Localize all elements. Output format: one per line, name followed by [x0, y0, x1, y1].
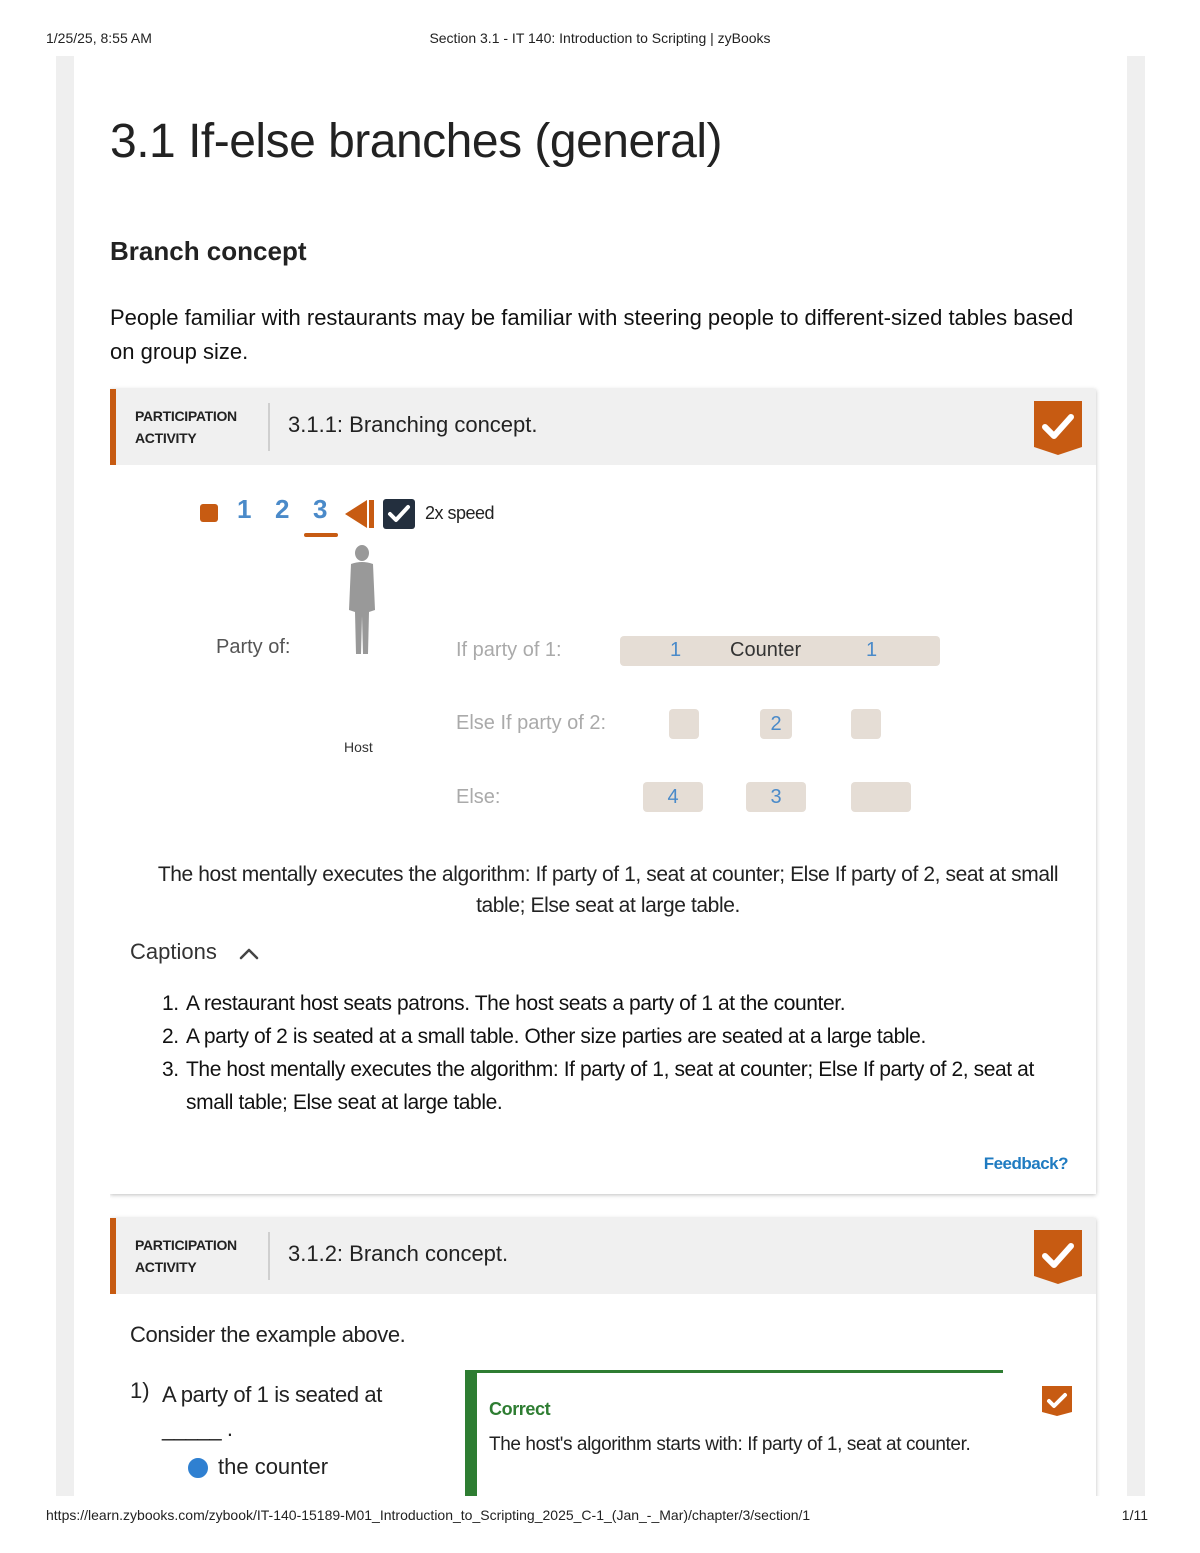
print-header [0, 30, 1200, 50]
checkmark-icon [383, 499, 415, 529]
question-number: 1) [130, 1378, 150, 1403]
caption-item: 3. The host mentally executes the algorithm: If party of 1, seat at counter; Else If party of 2, seat at small table; Else seat at large table. [162, 1058, 1034, 1114]
party-of-label: Party of: [216, 636, 291, 658]
animation-controls [200, 489, 600, 539]
subheading: Branch concept [110, 236, 307, 266]
caption-item: 1. A restaurant host seats patrons. The host seats a party of 1 at the counter. [162, 992, 846, 1015]
back-arrow-icon[interactable] [345, 500, 375, 528]
large-table-1: 4 [643, 782, 703, 812]
feedback-link[interactable]: Feedback? [983, 1154, 1068, 1173]
participation-activity-3-1-1 [110, 389, 1096, 1194]
completed-check-icon [1034, 1230, 1082, 1284]
animation-caption: The host mentally executes the algorithm: If party of 1, seat at counter; Else If party of 2, seat at small table; Else seat at large table. [157, 863, 1059, 917]
activity-title: 3.1.2: Branch concept. [288, 1241, 509, 1266]
header-divider [268, 403, 270, 451]
stop-icon[interactable] [200, 504, 218, 522]
feedback-heading: Correct [489, 1399, 551, 1419]
small-table-occupied: 2 [760, 709, 792, 739]
speed-label: 2x speed [425, 503, 495, 523]
step-3-button[interactable]: 3 [313, 494, 328, 524]
page-gutter-left [56, 56, 74, 1496]
participation-activity-3-1-2 [110, 1218, 1096, 1496]
feedback-text: The host's algorithm starts with: If party of 1, seat at counter. [489, 1434, 971, 1455]
answer-option-label[interactable]: the counter [218, 1454, 329, 1479]
answer-radio-selected[interactable] [188, 1458, 208, 1478]
captions-toggle[interactable]: Captions [130, 939, 217, 964]
current-step-indicator [304, 533, 338, 537]
large-table-2: 3 [746, 782, 806, 812]
if-party-of-1-label: If party of 1: [456, 639, 562, 661]
question-text: A party of 1 is seated at _____ . [162, 1382, 382, 1441]
header-divider [268, 1232, 270, 1280]
chevron-up-icon[interactable] [238, 945, 260, 961]
counter-table [620, 636, 940, 666]
activity-type-label [135, 1234, 237, 1278]
answer-feedback-box [465, 1370, 1003, 1496]
print-page-number: 1/11 [1121, 1507, 1148, 1523]
completed-check-icon [1034, 401, 1082, 455]
else-label: Else: [456, 786, 501, 808]
print-footer [0, 1507, 1200, 1527]
step-2-button[interactable]: 2 [275, 494, 290, 524]
print-datetime: 1/25/25, 8:55 AM [46, 30, 152, 46]
activity-header [110, 1218, 1096, 1294]
host-label: Host [344, 739, 373, 755]
activity-type-label [135, 405, 237, 449]
activity-type-line1: PARTICIPATION [135, 408, 237, 424]
caption-item: 2. A party of 2 is seated at a small table. Other size parties are seated at a large table. [162, 1025, 926, 1048]
activity-type-line2: ACTIVITY [135, 1259, 197, 1275]
counter-seat-left: 1 [670, 639, 682, 661]
page-gutter-right [1127, 56, 1145, 1496]
counter-label: Counter [730, 639, 802, 661]
counter-seat-right: 1 [866, 639, 878, 661]
intro-paragraph: People familiar with restaurants may be familiar with steering people to different-sized tables based on group size. [110, 305, 1074, 364]
step-1-button[interactable]: 1 [237, 494, 252, 524]
page-title: 3.1 If-else branches (general) [110, 115, 722, 168]
question-complete-check-icon [1042, 1386, 1072, 1416]
activity-header [110, 389, 1096, 465]
host-figure-icon [347, 544, 377, 656]
speed-checkbox[interactable] [383, 499, 415, 529]
print-url: https://learn.zybooks.com/zybook/IT-140-15189-M01_Introduction_to_Scripting_2025_C-1_(Jan_-_Mar)/chapter/3/section/1 [46, 1507, 811, 1523]
activity-type-line1: PARTICIPATION [135, 1237, 237, 1253]
captions-list [162, 987, 1042, 1119]
print-page-title: Section 3.1 - IT 140: Introduction to Scripting | zyBooks [429, 30, 771, 46]
small-table-empty [851, 709, 881, 739]
small-table-empty [669, 709, 699, 739]
large-table-3 [851, 782, 911, 812]
activity-title: 3.1.1: Branching concept. [288, 412, 538, 437]
activity-type-line2: ACTIVITY [135, 430, 197, 446]
activity-intro: Consider the example above. [130, 1322, 406, 1347]
section-content [110, 56, 1100, 1496]
else-if-party-of-2-label: Else If party of 2: [456, 712, 607, 734]
